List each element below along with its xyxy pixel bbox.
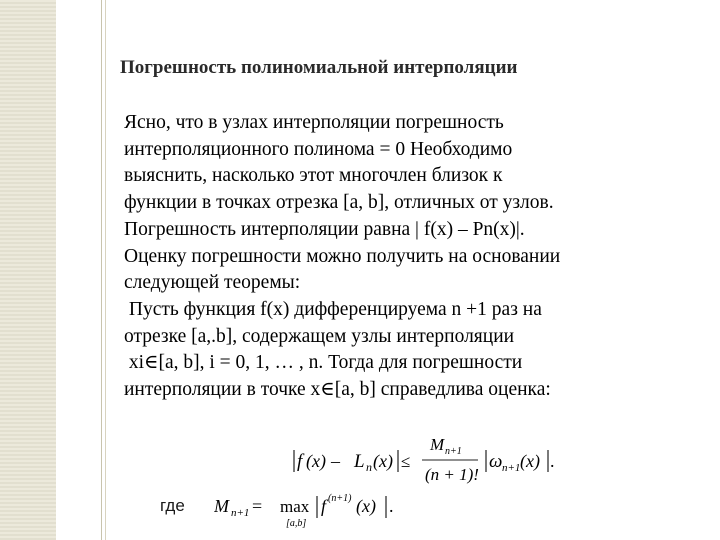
denominator: (n + 1)! [425, 465, 479, 484]
body-text [124, 110, 694, 404]
max-range: [a,b] [286, 518, 307, 529]
body-line: Ясно, что в узлах интерполяции погрешность [124, 112, 504, 133]
omega-arg: (x) [520, 451, 540, 471]
body-line: xi∈[a, b], i = 0, 1, … , n. Тогда для погрешности [124, 352, 523, 374]
svg-text:.: . [389, 496, 394, 516]
vertical-rule [101, 0, 102, 540]
body-line: интерполяционного полинома = 0 Необходимо [124, 138, 513, 160]
M-subscript: n+1 [445, 446, 462, 457]
body-line: выяснить, насколько этот многочлен близок к [124, 165, 503, 187]
vertical-rule-secondary [105, 0, 106, 540]
body-line: Пусть функция f(x) дифференцируема n +1 раз на [124, 298, 542, 320]
equals-sign: = [252, 496, 263, 516]
sidebar-texture [0, 0, 56, 540]
decorative-sidebar [0, 0, 56, 540]
omega-symbol: ω [489, 451, 503, 472]
body-line: функции в точках отрезка [a, b], отличных от узлов. [124, 192, 554, 214]
body-line: отрезке [a,.b], содержащем узлы интерполяции [124, 325, 515, 347]
M-symbol: M [430, 435, 445, 454]
f-symbol: f [297, 451, 303, 472]
omega-subscript: n+1 [502, 462, 521, 474]
le-sign: ≤ [401, 452, 411, 471]
body-line: Погрешность интерполяции равна | f(x) – Pn(x)|. [124, 218, 525, 240]
derivative-order: (n+1) [328, 493, 352, 504]
body-line: Оценку погрешности можно получить на основании [124, 245, 561, 267]
f-symbol: f [321, 496, 327, 516]
body-line: интерполяции в точке x∈[a, b] справедлива оценка: [124, 379, 551, 401]
L-symbol: L [354, 451, 365, 472]
minus-sign: – [331, 451, 340, 471]
body-line: следующей теоремы: [124, 272, 301, 294]
slide-title: Погрешность полиномиальной интерполяции [120, 57, 518, 78]
f-arg: (x) [306, 451, 326, 471]
svg-text:.: . [550, 451, 555, 471]
M-subscript: n+1 [231, 507, 250, 519]
where-label: где [160, 496, 185, 515]
M-symbol: M [214, 496, 229, 516]
L-subscript: n [366, 460, 372, 474]
f-arg: (x) [356, 496, 376, 516]
error-estimate-formula [282, 430, 582, 490]
max-operator: max [280, 497, 310, 516]
max-derivative-formula [214, 490, 414, 536]
L-arg: (x) [373, 451, 393, 471]
